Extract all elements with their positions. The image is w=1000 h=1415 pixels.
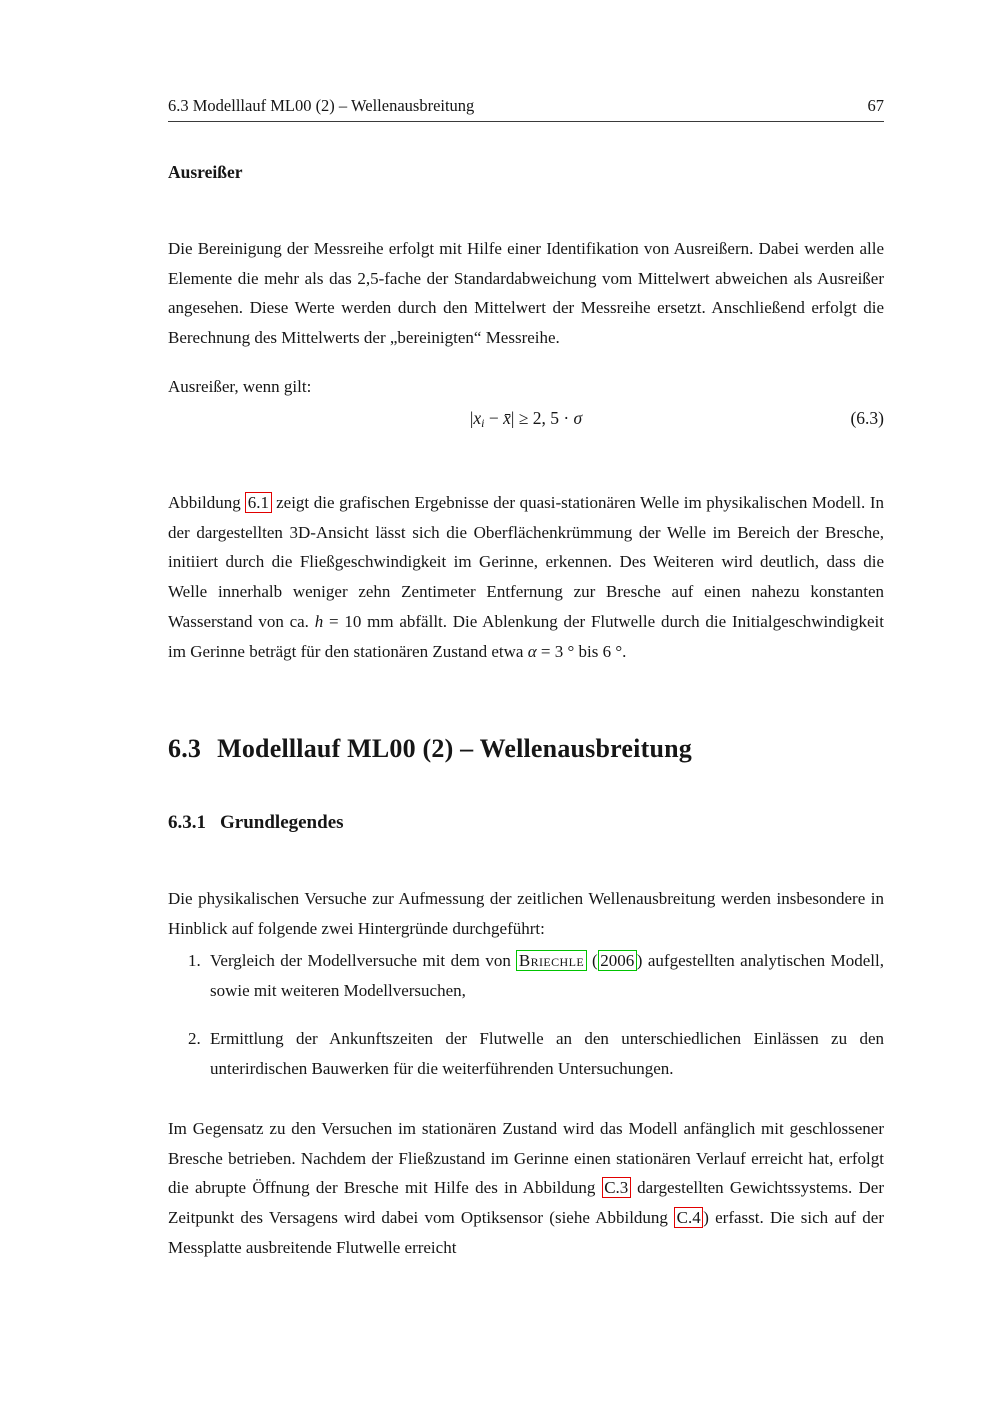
equation-number: (6.3) bbox=[850, 408, 884, 428]
text-run: | bbox=[469, 408, 474, 428]
page-number: 67 bbox=[867, 96, 884, 115]
text-run: Abbildung bbox=[168, 493, 246, 512]
paragraph-heading-ausreisser: Ausreißer bbox=[168, 162, 243, 182]
running-header bbox=[168, 96, 884, 122]
text-run: α bbox=[527, 641, 537, 661]
text-run: ) aufgestellten analytischen Modell, sowie mit weiteren Modellversuchen, bbox=[210, 951, 884, 1000]
text-run: dargestellten Gewichtssystems. Der Zeitpunkt des Versagens wird dabei vom Optiksensor (siehe Abbildung bbox=[168, 1178, 884, 1228]
equation-6-3 bbox=[168, 403, 884, 438]
text-run: = 10 mm abfällt. Die Ablenkung der Flutwelle durch die Initialgeschwindigkeit im Gerinne beträgt für den stationären Zustand etwa bbox=[168, 611, 884, 661]
paragraph-versuche: Die physikalischen Versuche zur Aufmessung der zeitlichen Wellenausbreitung werden insbesondere in Hinblick auf folgende zwei Hintergründe durchgeführt: bbox=[168, 889, 884, 938]
section-heading-6-3 bbox=[168, 734, 884, 764]
list-item-1-number: 1. bbox=[188, 951, 201, 970]
subsection-number: 6.3.1 bbox=[168, 812, 206, 833]
text-run: | ≥ 2, 5 · bbox=[510, 408, 574, 428]
text-run: x̄ bbox=[503, 408, 511, 428]
text-run: i bbox=[481, 415, 485, 430]
subsection-title: Grundlegendes bbox=[220, 812, 344, 833]
list-item-1 bbox=[168, 946, 884, 1005]
list-item-2 bbox=[168, 1024, 884, 1083]
section-title: Modelllauf ML00 (2) – Wellenausbreitung bbox=[217, 734, 692, 763]
paragraph-bereinigung: Die Bereinigung der Messreihe erfolgt mit Hilfe einer Identifikation von Ausreißern. Dabei werden alle Elemente die mehr als das 2,5-fache der Standardabweichung vom Mittelwert abweichen als Ausreißer angesehen. Diese Werte werden durch den Mittelwert der Messreihe ersetzt. Anschließend erfolgt die Berechnung des Mittelwerts der „bereinigten“ Messreihe. bbox=[168, 239, 884, 348]
figure-ref-c-4[interactable]: C.4 bbox=[674, 1207, 703, 1228]
citation-briechle-year[interactable]: 2006 bbox=[598, 950, 637, 971]
paragraph-wenn-gilt: Ausreißer, wenn gilt: bbox=[168, 377, 312, 396]
text-run: σ bbox=[573, 408, 583, 428]
text-run: Ermittlung der Ankunftszeiten der Flutwelle an den unterschiedlichen Einlässen zu den unterirdischen Bauwerken für die weiterführenden Untersuchungen. bbox=[210, 1029, 884, 1078]
text-run: ) erfasst. Die sich auf der Messplatte ausbreitende Flutwelle erreicht bbox=[168, 1208, 884, 1257]
section-number: 6.3 bbox=[168, 734, 202, 763]
list-item-1-text bbox=[210, 950, 884, 1000]
text-run: zeigt die grafischen Ergebnisse der quasi-stationären Welle im physikalischen Modell. In der dargestellten 3D-Ansicht lässt sich die Oberflächenkrümmung der Welle im Bereich der Bresche, initiiert durch die Fließgeschwindigkeit im Gerinne, erkennen. Des Weiteren wird deutlich, dass die Welle innerhalb weniger zehn Zentimeter Entfernung zur Bresche auf einen nahezu konstanten Wasserstand von ca. bbox=[168, 493, 884, 631]
text-run: x bbox=[473, 408, 482, 428]
list-item-2-text bbox=[210, 1029, 884, 1078]
figure-ref-6-1[interactable]: 6.1 bbox=[245, 492, 271, 513]
text-run: h bbox=[314, 611, 324, 631]
paragraph-abbildung-6-1 bbox=[168, 488, 884, 666]
text-run: Im Gegensatz zu den Versuchen im stationären Zustand wird das Modell anfänglich mit geschlossener Bresche betrieben. Nachdem der Fließzustand im Gerinne einen stationären Verlauf erreicht hat, erfolgt die abrupte Öffnung der Bresche mit Hilfe des in Abbildung bbox=[168, 1119, 884, 1198]
paragraph-gegensatz bbox=[168, 1114, 884, 1263]
text-run: Vergleich der Modellversuche mit dem von bbox=[210, 951, 517, 970]
equation-body bbox=[168, 403, 884, 438]
list-item-2-number: 2. bbox=[188, 1029, 201, 1048]
figure-ref-c-3[interactable]: C.3 bbox=[602, 1177, 631, 1198]
text-run: − bbox=[484, 408, 504, 428]
text-run: ( bbox=[586, 951, 598, 970]
citation-briechle[interactable]: Briechle bbox=[516, 950, 586, 971]
subsection-heading-6-3-1 bbox=[168, 812, 884, 834]
text-run: = 3 ° bis 6 °. bbox=[536, 641, 627, 661]
running-header-title: 6.3 Modelllauf ML00 (2) – Wellenausbreitung bbox=[168, 96, 475, 115]
